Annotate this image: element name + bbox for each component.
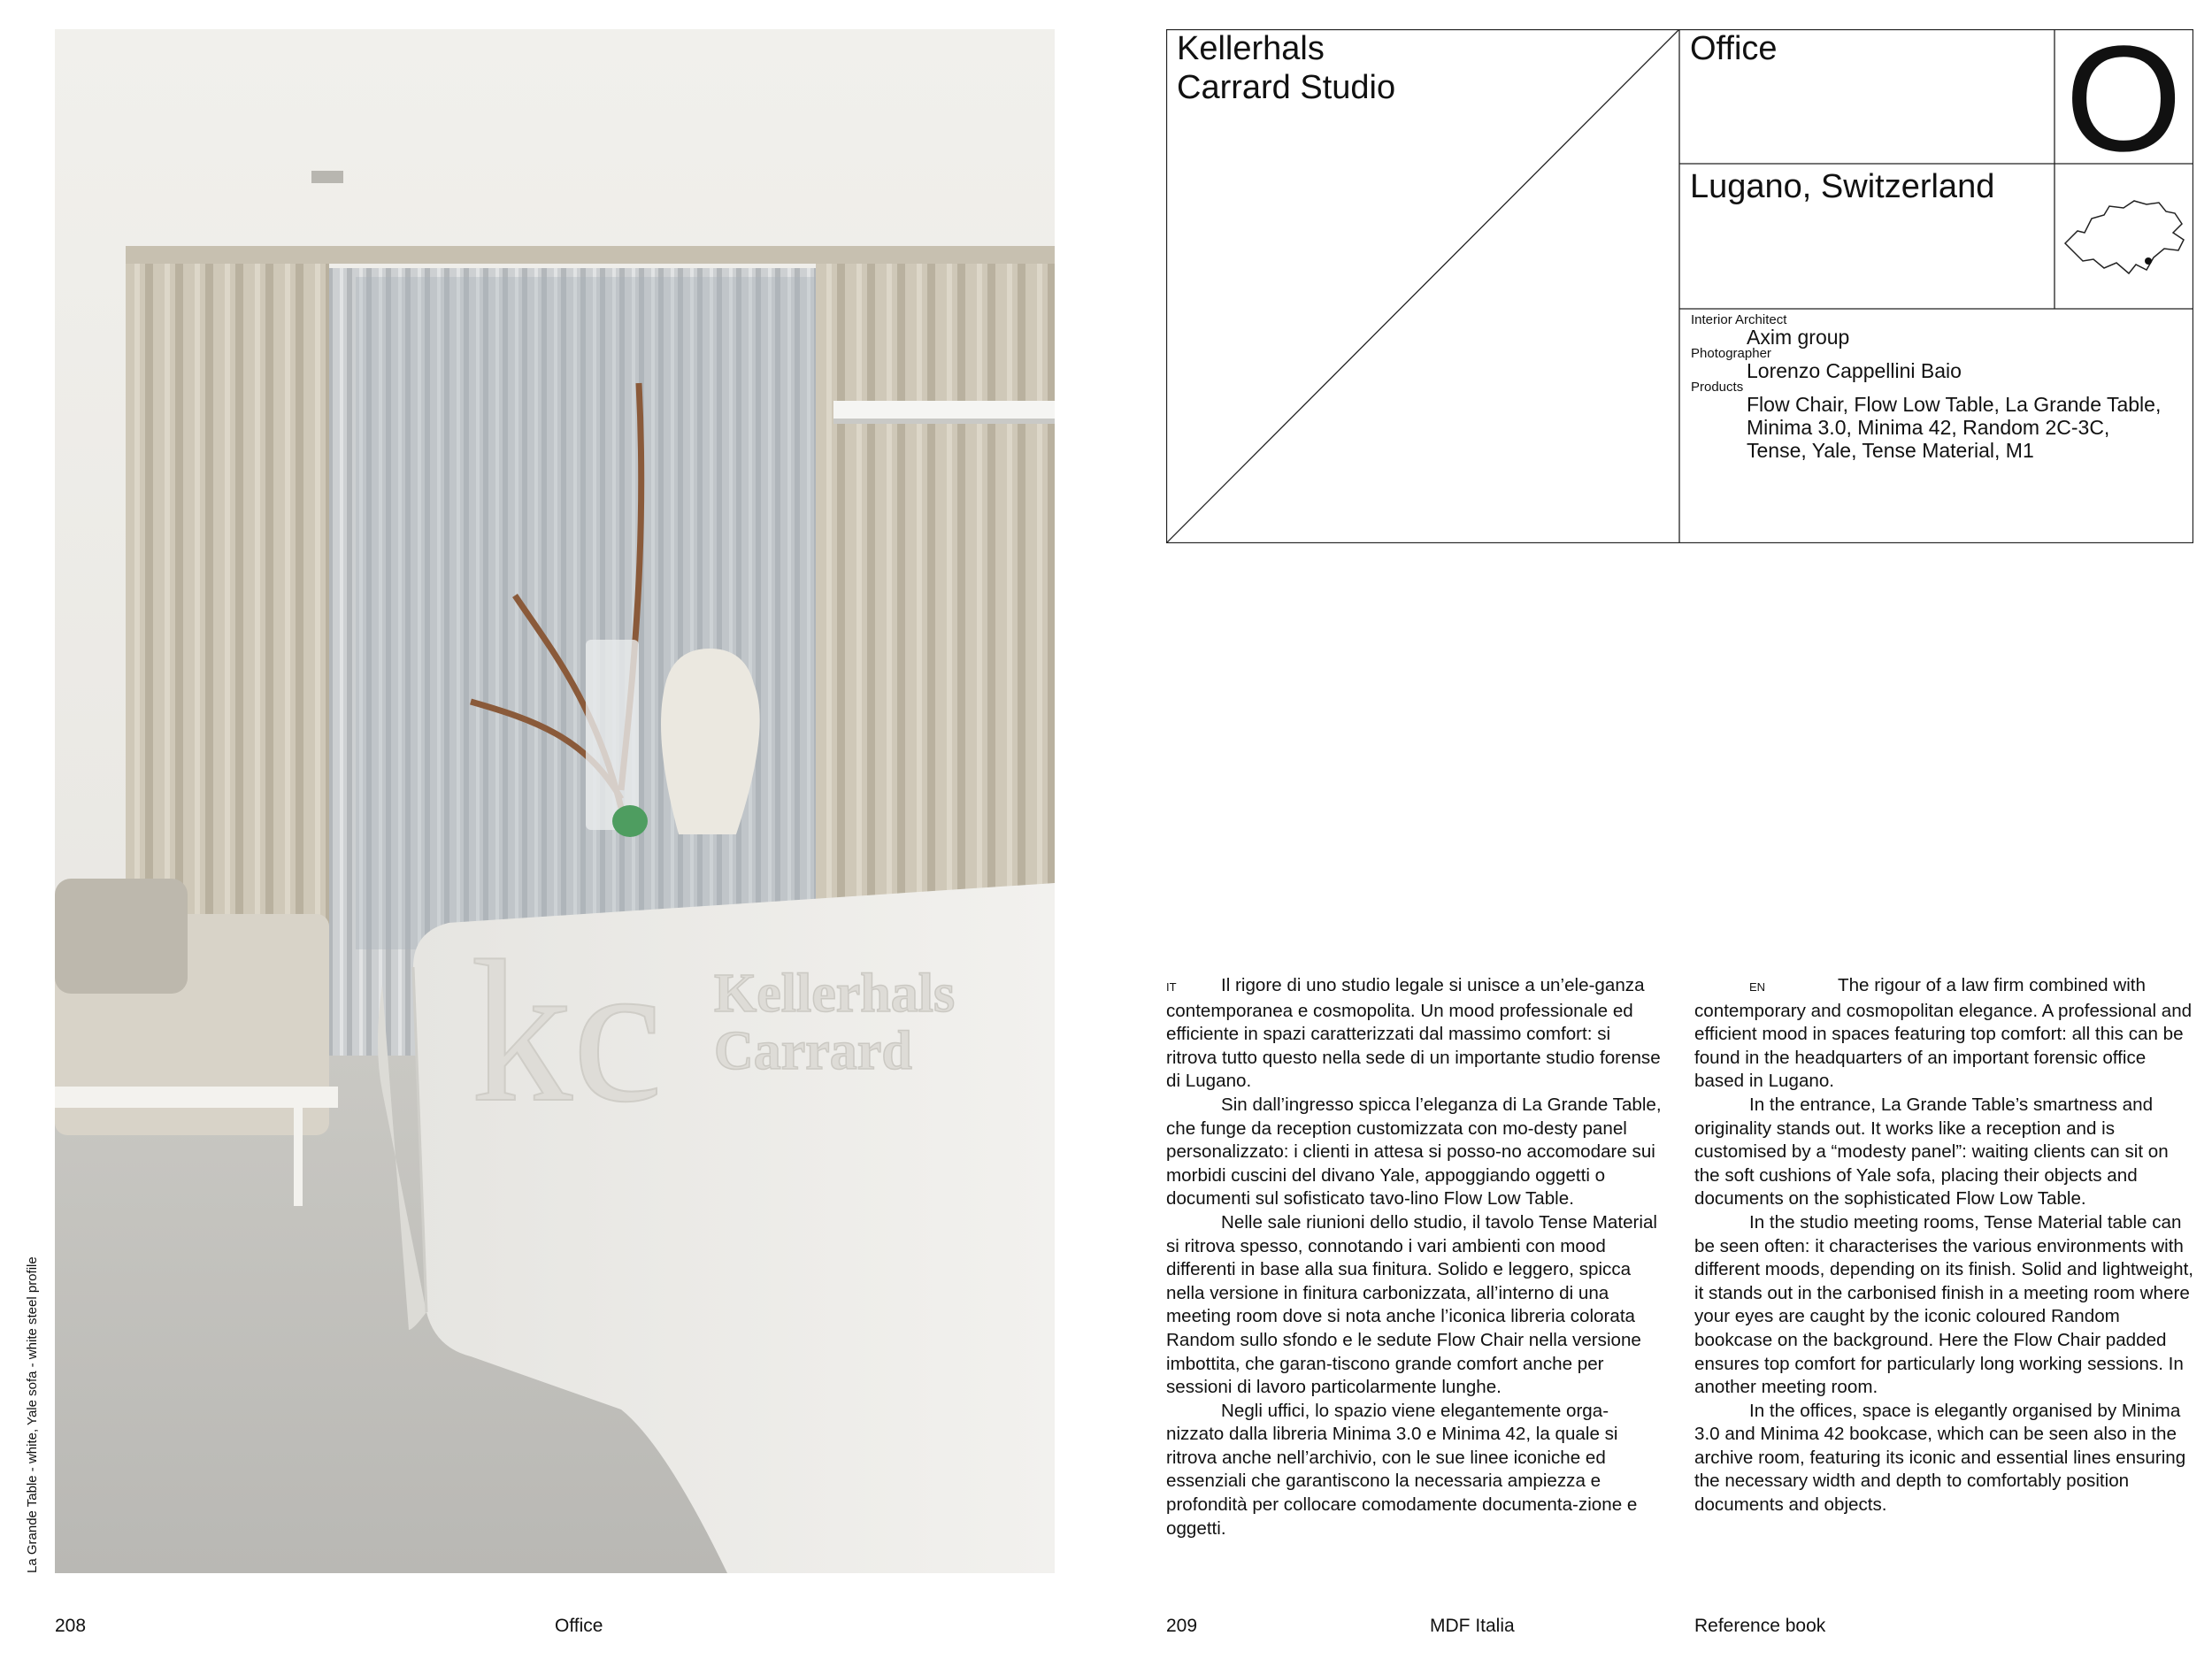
credit-value-interior-architect: Axim group [1747, 326, 1850, 349]
client-name-line1: Kellerhals [1177, 30, 1325, 67]
products-list [1691, 393, 2161, 462]
photo-illustration [55, 29, 1055, 1573]
it-paragraph-1: Il rigore di uno studio legale si unisce a un’ele-ganza contemporanea e cosmopolita. Un mood professionale ed efficiente in spazi caratterizzati dal massimo comfort: si ritrova tutto questo nella sede di un importante studio forense di Lugano. [1166, 975, 1661, 1092]
credits-block [1691, 312, 2161, 462]
credit-label-photographer: Photographer [1691, 346, 1771, 361]
text-column-italian [1166, 974, 1662, 1540]
en-paragraph-4: In the offices, space is elegantly organised by Minima 3.0 and Minima 42 bookcase, which can be seen also in the archive room, featuring its iconic and essential lines ensuring the necessary width and depth to comfortably position documents and objects. [1694, 1400, 2186, 1516]
client-name-line2: Carrard Studio [1177, 69, 1396, 106]
products-line-1: Flow Chair, Flow Low Table, La Grande Table, [1747, 393, 2162, 416]
client-name [1177, 29, 1395, 107]
sign-text-line2: Carrard [714, 1021, 912, 1081]
products-line-2: Minima 3.0, Minima 42, Random 2C-3C, [1747, 416, 2110, 439]
en-paragraph-3: In the studio meeting rooms, Tense Material table can be seen often: it characterises the various environments with different moods, depending on its finish. Solid and lightweight, it stands out in the carbonised finish in a meeting room where your eyes are caught by the iconic coloured Random bookcase on the background. Here the Flow Chair padded ensures top comfort for particularly long working sessions. In another meeting room. [1694, 1211, 2194, 1398]
footer-left-page-number: 208 [55, 1616, 87, 1636]
footer-brand: MDF Italia [1430, 1616, 1515, 1636]
it-paragraph-3: Nelle sale riunioni dello studio, il tavolo Tense Material si ritrova spesso, connotando i vari ambienti con mood differenti in base alla sua finitura. Solido e leggero, spicca nella versione in finitura carbonizzata, all’interno di una meeting room dove si nota anche l’iconica libreria colorata Random sullo sfondo e le sedute Flow Chair nella versione imbottita, che garan-tiscono grande comfort anche per sessioni di lavoro particolarmente lunghe. [1166, 1211, 1657, 1398]
footer-book-title: Reference book [1694, 1616, 1826, 1636]
category-label: Office [1690, 30, 1778, 67]
location-label: Lugano, Switzerland [1690, 168, 1995, 205]
it-paragraph-2: Sin dall’ingresso spicca l’eleganza di La Grande Table, che funge da reception customizzata con mo-desty panel personalizzato: i clienti in attesa si posso-no accomodare sui morbidi cuscini del divano Yale, appoggiando oggetti o documenti sul sofisticato tavo-lino Flow Low Table. [1166, 1094, 1662, 1210]
text-column-english [1694, 974, 2197, 1517]
sign-logo: kc [471, 918, 664, 1144]
footer-right-page-number: 209 [1166, 1616, 1198, 1636]
sign-text-line1: Kellerhals [714, 964, 956, 1024]
lang-tag-it: IT [1166, 980, 1177, 994]
products-line-3: Tense, Yale, Tense Material, M1 [1747, 439, 2034, 462]
project-info-box [1166, 15, 2193, 543]
switzerland-map-icon [2058, 188, 2191, 286]
office-reception-photo [55, 29, 1055, 1573]
credit-label-interior-architect: Interior Architect [1691, 312, 1787, 327]
en-paragraph-1: The rigour of a law firm combined with contemporary and cosmopolitan elegance. A professional and efficient mood in spaces featuring top comfort: all this can be found in the headquarters of an important forensic office based in Lugano. [1694, 975, 2193, 1092]
footer-left-section: Office [555, 1616, 603, 1636]
credit-label-products: Products [1691, 380, 1744, 395]
lang-tag-en: EN [1749, 980, 1766, 994]
photo-caption: La Grande Table - white, Yale sofa - white steel profile [25, 1256, 40, 1573]
category-letter: O [2065, 15, 2183, 183]
en-paragraph-2: In the entrance, La Grande Table’s smartness and originality stands out. It works like a reception and is customised by a “modesty panel”: waiting clients can sit on the soft cushions of Yale sofa, placing their objects and documents on the sophisticated Flow Low Table. [1694, 1094, 2169, 1210]
it-paragraph-4: Negli uffici, lo spazio viene elegantemente orga-nizzato dalla libreria Minima 3.0 e Minima 42, la quale si ritrova anche nell’archivio, con le sue linee iconiche ed essenziali che garantiscono la necessaria ampiezza e profondità per collocare comodamente documenta-zione e oggetti. [1166, 1400, 1638, 1539]
credit-value-photographer: Lorenzo Cappellini Baio [1747, 359, 1962, 382]
